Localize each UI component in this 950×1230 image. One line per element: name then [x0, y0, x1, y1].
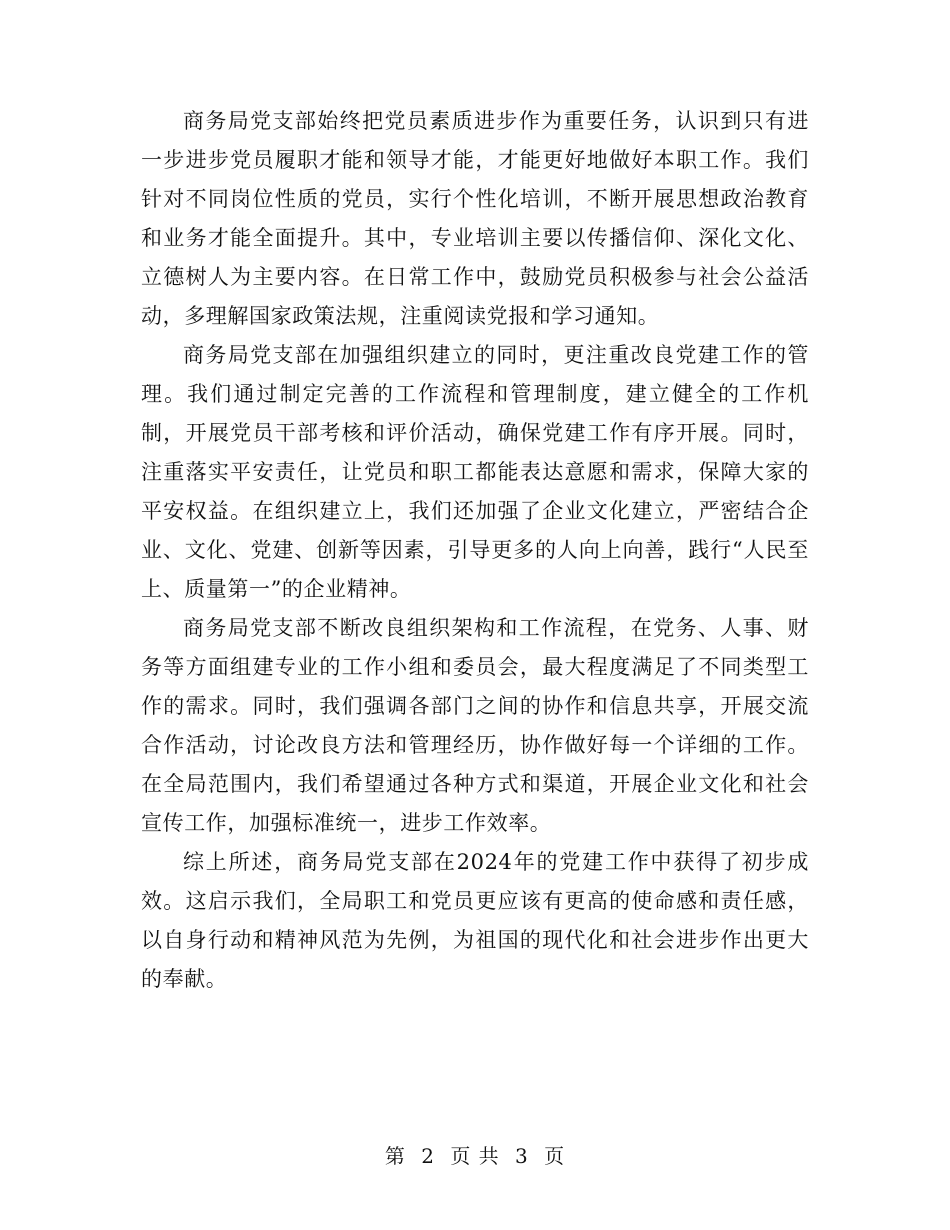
- footer-total-pages: 3: [515, 1144, 529, 1168]
- footer-suffix: 页: [544, 1144, 566, 1168]
- footer-prefix: 第: [384, 1144, 406, 1168]
- footer-middle: 页 共: [450, 1144, 500, 1168]
- paragraph-3: 商务局党支部不断改良组织架构和工作流程，在党务、人事、财务等方面组建专业的工作小组和委员会，最大程度满足了不同类型工作的需求。同时，我们强调各部门之间的协作和信息共享，开展交流合作活动，讨论改良方法和管理经历，协作做好每一个详细的工作。在全局范围内，我们希望通过各种方式和渠道，开展企业文化和社会宣传工作，加强标准统一，进步工作效率。: [141, 616, 809, 835]
- paragraph-4: 综上所述，商务局党支部在2024年的党建工作中获得了初步成效。这启示我们，全局职工和党员更应该有更高的使命感和责任感，以自身行动和精神风范为先例，为祖国的现代化和社会进步作出更大的奉献。: [141, 850, 809, 991]
- footer-current-page: 2: [421, 1144, 435, 1168]
- page-footer: [0, 1140, 950, 1169]
- paragraph-2: 商务局党支部在加强组织建立的同时，更注重改良党建工作的管理。我们通过制定完善的工作流程和管理制度，建立健全的工作机制，开展党员干部考核和评价活动，确保党建工作有序开展。同时，注重落实平安责任，让党员和职工都能表达意愿和需求，保障大家的平安权益。在组织建立上，我们还加强了企业文化建立，严密结合企业、文化、党建、创新等因素，引导更多的人向上向善，践行“人民至上、质量第一”的企业精神。: [141, 343, 809, 601]
- document-body: [141, 102, 809, 999]
- paragraph-1: 商务局党支部始终把党员素质进步作为重要任务，认识到只有进一步进步党员履职才能和领导才能，才能更好地做好本职工作。我们针对不同岗位性质的党员，实行个性化培训，不断开展思想政治教育和业务才能全面提升。其中，专业培训主要以传播信仰、深化文化、立德树人为主要内容。在日常工作中，鼓励党员积极参与社会公益活动，多理解国家政策法规，注重阅读党报和学习通知。: [141, 109, 809, 328]
